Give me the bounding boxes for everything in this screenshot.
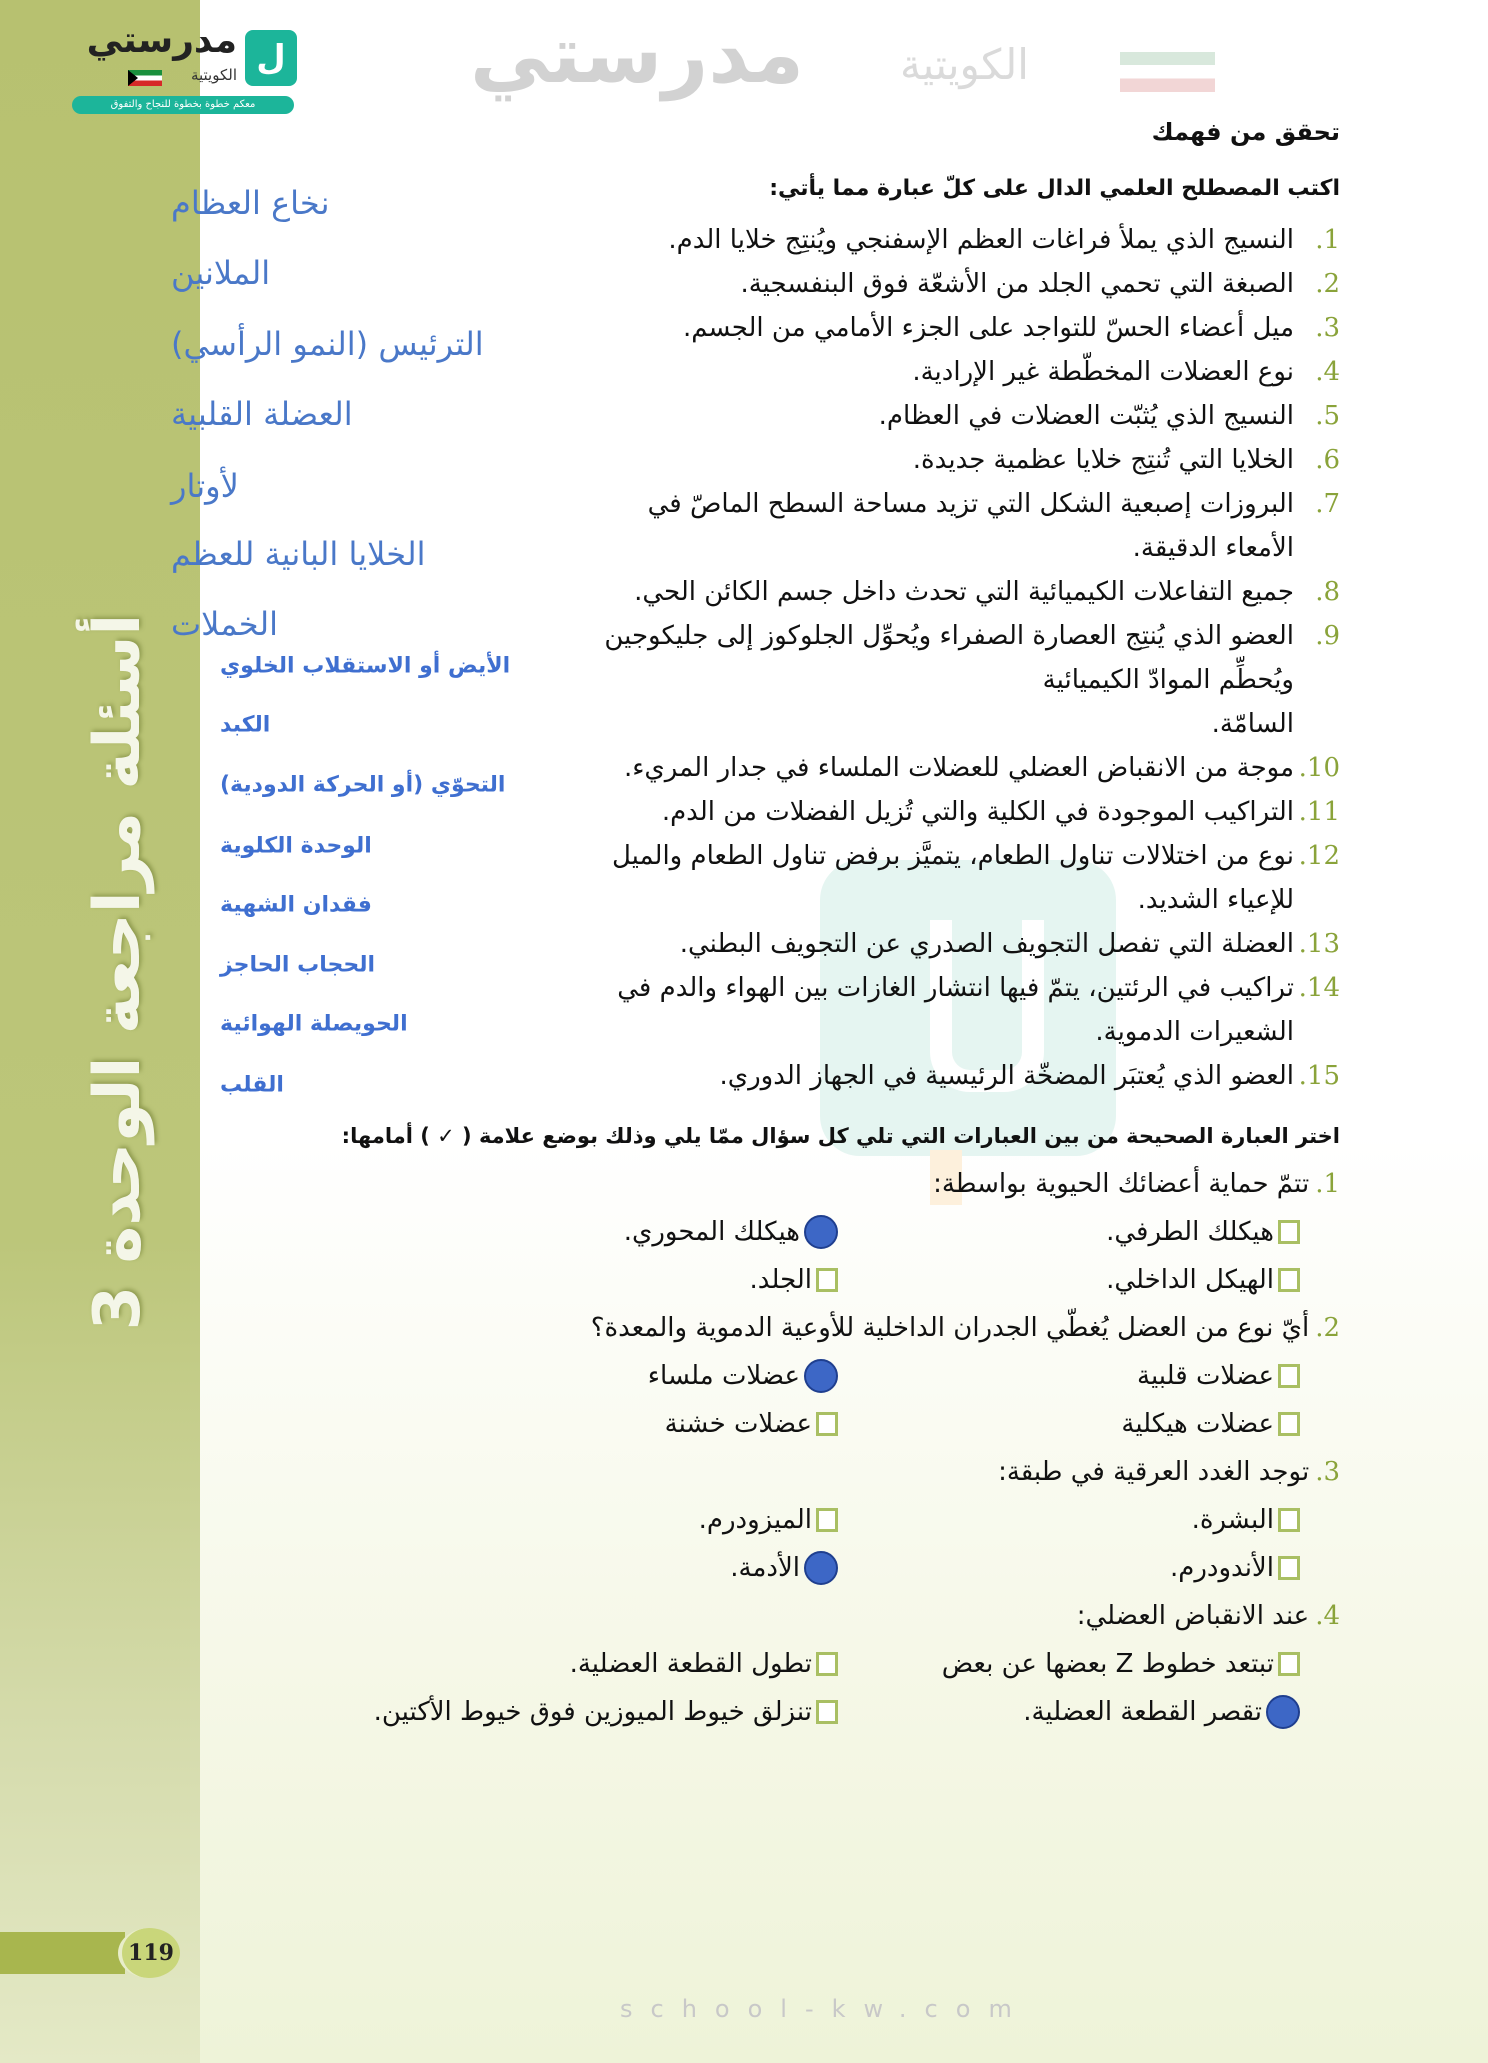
handwritten-answer: الترئيس (النمو الرأسي) [171,325,484,363]
selected-mark-icon[interactable] [804,1551,838,1585]
item-number: 15. [1298,1061,1340,1091]
item-text: ميل أعضاء الحسّ للتواجد على الجزء الأمامي من الجسم. [682,313,1294,343]
item-text: العضلة التي تفصل التجويف الصدري عن التجويف البطني. [679,929,1294,959]
item-number: 7. [1315,489,1340,519]
watermark-url: school-kw.com [620,1995,1030,2023]
answer-option[interactable] [1192,1496,1300,1544]
term-item [600,570,1340,614]
option-text: تقصر القطعة العضلية. [1023,1697,1262,1727]
answer-option[interactable] [1121,1400,1300,1448]
item-number: 13. [1298,929,1340,959]
question-number: 3. [1315,1457,1340,1487]
term-item [600,746,1340,790]
options-row [90,1640,1340,1688]
item-text: التراكيب الموجودة في الكلية والتي تُزيل الفضلات من الدم. [661,797,1294,827]
answer-option[interactable] [1106,1256,1300,1304]
logo-subtitle: الكويتية [190,66,237,84]
option-text: الجلد. [749,1265,812,1295]
question-text: عند الانقباض العضلي: [1076,1601,1310,1631]
options-row [90,1496,1340,1544]
term-item [600,306,1340,350]
answer-option[interactable] [648,1352,838,1400]
options-row [90,1256,1340,1304]
option-text: تبتعد خطوط Z بعضها عن بعض [941,1649,1274,1679]
term-item [600,394,1340,438]
handwritten-answer: نخاع العظام [171,184,330,222]
item-number: 10. [1298,753,1340,783]
checkbox-icon[interactable] [1278,1412,1300,1436]
logo-icon: ل [245,30,297,86]
question-text: توجد الغدد العرقية في طبقة: [998,1457,1310,1487]
term-list [600,218,1340,1098]
option-text: عضلات ملساء [647,1361,800,1391]
option-text: هيكلك الطرفي. [1106,1217,1274,1247]
answer-option[interactable] [1170,1544,1300,1592]
options-row [90,1352,1340,1400]
checkbox-icon[interactable] [1278,1268,1300,1292]
checkbox-icon[interactable] [1278,1220,1300,1244]
kuwait-flag-icon [128,70,162,86]
answer-option[interactable] [665,1400,838,1448]
question-number: 4. [1315,1601,1340,1631]
option-text: الأدمة. [730,1553,800,1583]
question [90,1592,1340,1640]
term-item [600,482,1340,570]
options-row [90,1688,1340,1736]
page-number-bar [0,1932,125,1974]
handwritten-answer: الملانين [171,254,271,292]
item-text: جميع التفاعلات الكيميائية التي تحدث داخل جسم الكائن الحي. [634,577,1294,607]
item-number: 1. [1315,225,1340,255]
section2-instruction: اختر العبارة الصحيحة من بين العبارات التي تلي كل سؤال ممّا يلي وذلك بوضع علامة ( ✓ ) أمامها: [341,1124,1340,1148]
option-text: عضلات خشنة [664,1409,812,1439]
answer-option[interactable] [730,1544,838,1592]
item-text: العضو الذي يُنتِج العصارة الصفراء ويُحوِّل الجلوكوز إلى جليكوجين ويُحطِّم الموادّ الكيميائية [604,621,1294,695]
item-text: البروزات إصبعية الشكل التي تزيد مساحة السطح الماصّ في الأمعاء الدقيقة. [647,489,1294,563]
logo-tagline: معكم خطوة بخطوة للنجاح والتفوق [72,96,294,114]
unit-review-title: أسئلة مراجعة الوحدة 3 [81,613,155,1331]
content-flow [90,218,1340,1736]
typed-answer: التحوّي (أو الحركة الدودية) [220,772,506,798]
option-text: عضلات هيكلية [1121,1409,1274,1439]
item-number: 8. [1315,577,1340,607]
selected-mark-icon[interactable] [804,1215,838,1249]
option-text: الميزودرم. [698,1505,812,1535]
question-text: أيّ نوع من العضل يُغطّي الجدران الداخلية للأوعية الدموية والمعدة؟ [590,1313,1310,1343]
options-row [90,1544,1340,1592]
checkbox-icon[interactable] [816,1412,838,1436]
handwritten-answer: الخملات [171,605,279,643]
option-text: هيكلك المحوري. [623,1217,800,1247]
typed-answer: الكبد [220,712,271,738]
question-text: تتمّ حماية أعضائك الحيوية بواسطة: [933,1169,1310,1199]
section-heading: تحقق من فهمك [1151,118,1340,146]
term-item [600,438,1340,482]
checkbox-icon[interactable] [816,1268,838,1292]
item-number: 4. [1315,357,1340,387]
item-text: النسيج الذي يُثبّت العضلات في العظام. [878,401,1294,431]
options-row [90,1208,1340,1256]
typed-answer: القلب [220,1072,284,1098]
term-item [600,834,1340,922]
logo-title: مدرستي [86,20,237,61]
item-text: الخلايا التي تُنتِج خلايا عظمية جديدة. [912,445,1294,475]
checkbox-icon[interactable] [1278,1364,1300,1388]
item-number: 12. [1298,841,1340,871]
item-text: موجة من الانقباض العضلي للعضلات الملساء في جدار المريء. [623,753,1294,783]
checkbox-icon[interactable] [1278,1652,1300,1676]
watermark-subtitle: الكويتية [900,40,1029,89]
options-row [90,1400,1340,1448]
typed-answer: الحويصلة الهوائية [220,1011,408,1037]
checkbox-icon[interactable] [1278,1556,1300,1580]
option-text: البشرة. [1191,1505,1274,1535]
item-number: 5. [1315,401,1340,431]
handwritten-answer: لأوتار [171,467,239,505]
section1-instruction: اكتب المصطلح العلمي الدال على كلّ عبارة مما يأتي: [769,176,1340,201]
checkbox-icon[interactable] [816,1652,838,1676]
item-text: نوع من اختلالات تناول الطعام، يتميَّز برفض تناول الطعام والميل للإعياء الشديد. [611,841,1294,915]
option-text: تنزلق خيوط الميوزين فوق خيوط الأكتين. [373,1697,812,1727]
handwritten-answer: الخلايا البانية للعظم [171,535,426,573]
multiple-choice-section [90,1112,1340,1736]
item-text: العضو الذي يُعتبَر المضخّة الرئيسية في الجهاز الدوري. [719,1061,1294,1091]
checkbox-icon[interactable] [816,1508,838,1532]
answer-option[interactable] [624,1208,838,1256]
option-text: الأندودرم. [1170,1553,1274,1583]
item-number: 9. [1315,621,1340,651]
item-text: نوع العضلات المخطّطة غير الإرادية. [912,357,1294,387]
term-item [600,218,1340,262]
question-number: 1. [1315,1169,1340,1199]
term-item [600,262,1340,306]
answer-option[interactable] [699,1496,838,1544]
item-number: 6. [1315,445,1340,475]
option-text: الهيكل الداخلي. [1106,1265,1274,1295]
watermark-flag-icon [1120,52,1215,92]
item-number: 3. [1315,313,1340,343]
option-text: تطول القطعة العضلية. [569,1649,812,1679]
option-text: عضلات قلبية [1137,1361,1274,1391]
item-text: تراكيب في الرئتين، يتمّ فيها انتشار الغازات بين الهواء والدم في الشعيرات الدموية. [617,973,1294,1047]
answer-option[interactable] [570,1640,838,1688]
term-item [600,1054,1340,1098]
answer-option[interactable] [942,1640,1300,1688]
logo [72,20,297,118]
question [90,1304,1340,1352]
term-item [600,350,1340,394]
question [90,1448,1340,1496]
checkbox-icon[interactable] [816,1700,838,1724]
question-number: 2. [1315,1313,1340,1343]
item-number: 2. [1315,269,1340,299]
answer-option[interactable] [1137,1352,1300,1400]
item-text-continued: السامّة. [1211,709,1294,739]
page-number: 119 [118,1928,180,1978]
checkbox-icon[interactable] [1278,1508,1300,1532]
question [90,1160,1340,1208]
typed-answer: الأيض أو الاستقلاب الخلوي [220,653,511,679]
item-number: 11. [1298,797,1340,827]
watermark-title: مدرستي [470,8,805,101]
handwritten-answer: العضلة القلبية [171,395,353,433]
term-item [600,966,1340,1054]
selected-mark-icon[interactable] [1266,1695,1300,1729]
answer-option[interactable] [750,1256,838,1304]
typed-answer: الوحدة الكلوية [220,833,372,859]
answer-option[interactable] [374,1688,838,1736]
term-item [600,922,1340,966]
term-item [600,614,1340,702]
selected-mark-icon[interactable] [804,1359,838,1393]
item-text: النسيج الذي يملأ فراغات العظم الإسفنجي ويُنتِج خلايا الدم. [668,225,1294,255]
answer-option[interactable] [1106,1208,1300,1256]
term-item [600,790,1340,834]
item-text: الصبغة التي تحمي الجلد من الأشعّة فوق البنفسجية. [740,269,1294,299]
item-number: 14. [1298,973,1340,1003]
typed-answer: فقدان الشهية [220,892,372,918]
typed-answer: الحجاب الحاجز [220,952,375,978]
answer-option[interactable] [1023,1688,1300,1736]
